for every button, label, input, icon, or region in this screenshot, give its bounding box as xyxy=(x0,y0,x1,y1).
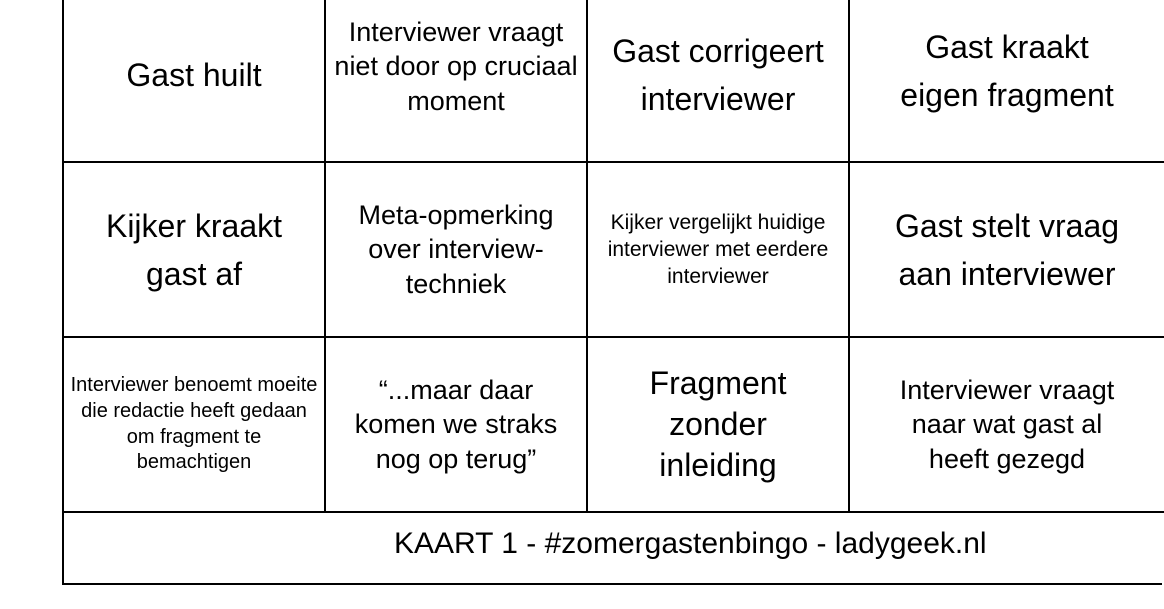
bingo-cell xyxy=(64,163,326,338)
bingo-cell-text: Gast kraakt eigen fragment xyxy=(900,28,1114,113)
bingo-row xyxy=(64,0,1164,163)
bingo-cell-text: Gast stelt vraag aan interviewer xyxy=(894,207,1120,292)
bingo-cell xyxy=(326,338,588,513)
card-footer-text: KAART 1 - #zomergastenbingo - ladygeek.nl xyxy=(394,527,987,560)
bingo-cell-text: Fragment zonder inleiding xyxy=(649,365,787,483)
bingo-cell xyxy=(850,0,1164,163)
bingo-cell xyxy=(588,338,850,513)
bingo-cell xyxy=(588,0,850,163)
bingo-cell-text: Meta-opmerking over interview-techniek xyxy=(358,199,554,299)
bingo-card xyxy=(62,0,1162,585)
bingo-cell xyxy=(850,338,1164,513)
bingo-cell-text: Interviewer vraagt naar wat gast al heeft gezegd xyxy=(899,374,1115,474)
bingo-cell-text: Interviewer vraagt niet door op cruciaal moment xyxy=(334,16,578,116)
bingo-cell-text: Gast corrigeert interviewer xyxy=(612,32,824,117)
bingo-cell xyxy=(850,163,1164,338)
bingo-cell-text: Kijker vergelijkt huidige interviewer met eerdere interviewer xyxy=(607,210,829,289)
bingo-cell-text: Kijker kraakt gast af xyxy=(105,207,283,292)
bingo-row xyxy=(64,163,1164,338)
bingo-cell-text: Gast huilt xyxy=(126,56,262,93)
bingo-cell xyxy=(588,163,850,338)
bingo-cell xyxy=(326,0,588,163)
bingo-cell xyxy=(64,0,326,163)
bingo-row xyxy=(64,338,1164,513)
bingo-cell-text: “...maar daar komen we straks nog op terug” xyxy=(354,374,558,474)
bingo-cell-text: Interviewer benoemt moeite die redactie heeft gedaan om fragment te bemachtigen xyxy=(70,374,318,474)
bingo-cell xyxy=(326,163,588,338)
bingo-card-footer xyxy=(64,513,1164,583)
bingo-cell xyxy=(64,338,326,513)
